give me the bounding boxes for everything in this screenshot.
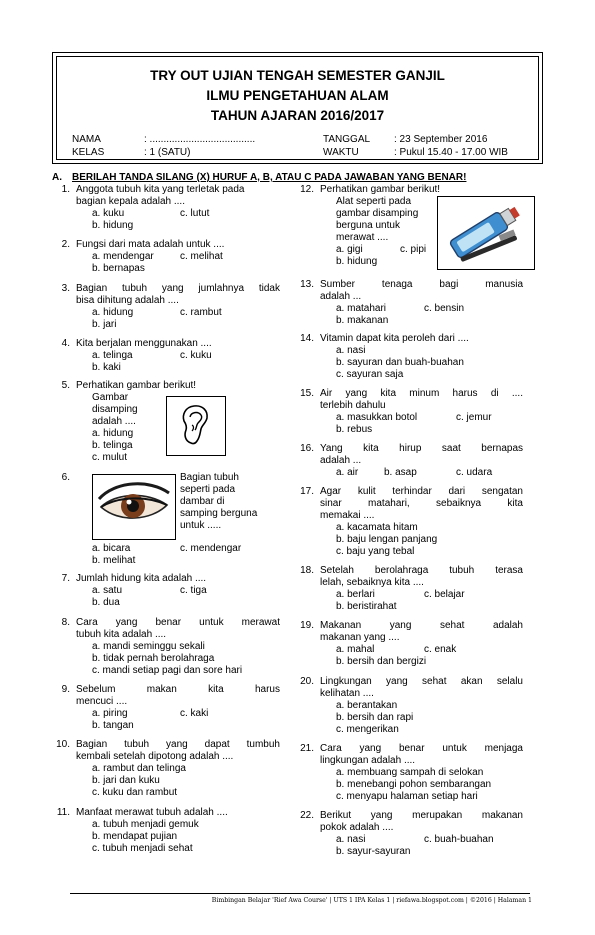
footer-divider <box>70 893 530 894</box>
kelas-label: KELAS <box>72 147 105 158</box>
option-b[interactable]: b. sayuran dan buah-buahan <box>336 357 464 368</box>
toothbrush-image <box>437 196 535 270</box>
nama-label: NAMA <box>72 134 101 145</box>
option-b[interactable]: b. dua <box>92 597 120 608</box>
option-a[interactable]: a. masukkan botol <box>336 412 418 423</box>
option-a[interactable]: a. mandi seminggu sekali <box>92 641 205 652</box>
option-a[interactable]: a. mahal <box>336 644 375 655</box>
option-a[interactable]: a. bicara <box>92 543 131 554</box>
option-c[interactable]: c. melihat <box>180 251 223 262</box>
option-b[interactable]: b. bernapas <box>92 263 145 274</box>
option-c[interactable]: c. mandi setiap pagi dan sore hari <box>92 665 243 676</box>
subject-title: ILMU PENGETAHUAN ALAM <box>206 88 389 103</box>
option-c[interactable]: c. rambut <box>180 307 222 318</box>
option-b[interactable]: b. makanan <box>336 315 389 326</box>
option-a[interactable]: a. satu <box>92 585 123 596</box>
exam-title: TRY OUT UJIAN TENGAH SEMESTER GANJIL <box>150 68 445 83</box>
option-c[interactable]: c. enak <box>424 644 457 655</box>
option-b[interactable]: b. telinga <box>92 440 133 451</box>
option-a[interactable]: a. berantakan <box>336 700 398 711</box>
option-a[interactable]: a. membuang sampah di selokan <box>336 767 484 778</box>
tanggal-value: : 23 September 2016 <box>394 134 488 145</box>
option-a[interactable]: a. piring <box>92 708 128 719</box>
option-b[interactable]: b. rebus <box>336 424 373 435</box>
eye-icon <box>93 475 175 539</box>
option-c[interactable]: c. kuku <box>180 350 212 361</box>
option-b[interactable]: b. hidung <box>92 220 134 231</box>
option-a[interactable]: a. air <box>336 467 359 478</box>
option-a[interactable]: a. rambut dan telinga <box>92 763 186 774</box>
option-c[interactable]: c. sayuran saja <box>336 369 404 380</box>
option-c[interactable]: c. kaki <box>180 708 209 719</box>
option-c[interactable]: c. bensin <box>424 303 465 314</box>
waktu-value: : Pukul 15.40 - 17.00 WIB <box>394 147 508 158</box>
option-b[interactable]: b. bersih dan rapi <box>336 712 414 723</box>
option-c[interactable]: c. belajar <box>424 589 465 600</box>
option-c[interactable]: c. pipi <box>400 244 427 255</box>
eye-image <box>92 474 176 540</box>
option-c[interactable]: c. lutut <box>180 208 210 219</box>
option-b[interactable]: b. jari dan kuku <box>92 775 160 786</box>
option-a[interactable]: a. hidung <box>92 307 134 318</box>
option-c[interactable]: c. menyapu halaman setiap hari <box>336 791 478 802</box>
option-c[interactable]: c. baju yang tebal <box>336 546 415 557</box>
option-c[interactable]: c. udara <box>456 467 493 478</box>
ear-image <box>166 396 226 456</box>
option-b[interactable]: b. mendapat pujian <box>92 831 178 842</box>
option-b[interactable]: b. bersih dan bergizi <box>336 656 427 667</box>
option-a[interactable]: a. nasi <box>336 834 366 845</box>
option-b[interactable]: b. hidung <box>336 256 378 267</box>
option-b[interactable]: b. tangan <box>92 720 134 731</box>
waktu-label: WAKTU <box>323 147 359 158</box>
option-b[interactable]: b. baju lengan panjang <box>336 534 438 545</box>
option-b[interactable]: b. jari <box>92 319 117 330</box>
option-b[interactable]: b. kaki <box>92 362 121 373</box>
option-a[interactable]: a. kacamata hitam <box>336 522 418 533</box>
option-a[interactable]: a. mendengar <box>92 251 154 262</box>
option-b[interactable]: b. asap <box>384 467 417 478</box>
option-c[interactable]: c. tiga <box>180 585 207 596</box>
toothbrush-icon <box>438 197 534 269</box>
page-footer: Bimbingan Belajar 'Rief Awa Course' | UTS 1 IPA Kelas 1 | riefawa.blogspot.com | ©2016 | Halaman 1 <box>211 897 532 904</box>
option-b[interactable]: b. tidak pernah berolahraga <box>92 653 215 664</box>
option-b[interactable]: b. melihat <box>92 555 136 566</box>
kelas-value: : 1 (SATU) <box>144 147 191 158</box>
option-c[interactable]: c. jemur <box>456 412 492 423</box>
section-instruction: BERILAH TANDA SILANG (X) HURUF A, B, ATAU C PADA JAWABAN YANG BENAR! <box>72 172 467 183</box>
option-c[interactable]: c. buah-buahan <box>424 834 494 845</box>
option-a[interactable]: a. tubuh menjadi gemuk <box>92 819 199 830</box>
option-a[interactable]: a. hidung <box>92 428 134 439</box>
option-c[interactable]: c. mendengar <box>180 543 242 554</box>
year-title: TAHUN AJARAN 2016/2017 <box>210 108 385 123</box>
option-c[interactable]: c. kuku dan rambut <box>92 787 178 798</box>
option-c[interactable]: c. tubuh menjadi sehat <box>92 843 193 854</box>
option-c[interactable]: c. mengerikan <box>336 724 399 735</box>
option-a[interactable]: a. telinga <box>92 350 133 361</box>
option-a[interactable]: a. kuku <box>92 208 125 219</box>
option-b[interactable]: b. beristirahat <box>336 601 397 612</box>
option-a[interactable]: a. nasi <box>336 345 366 356</box>
option-b[interactable]: b. menebangi pohon sembarangan <box>336 779 492 790</box>
nama-value[interactable]: : ...................................... <box>144 134 256 145</box>
tanggal-label: TANGGAL <box>323 134 371 145</box>
option-b[interactable]: b. sayur-sayuran <box>336 846 411 857</box>
option-c[interactable]: c. mulut <box>92 452 128 463</box>
ear-icon <box>167 397 225 455</box>
section-letter: A. <box>52 172 62 183</box>
option-a[interactable]: a. matahari <box>336 303 387 314</box>
option-a[interactable]: a. berlari <box>336 589 375 600</box>
option-a[interactable]: a. gigi <box>336 244 363 255</box>
